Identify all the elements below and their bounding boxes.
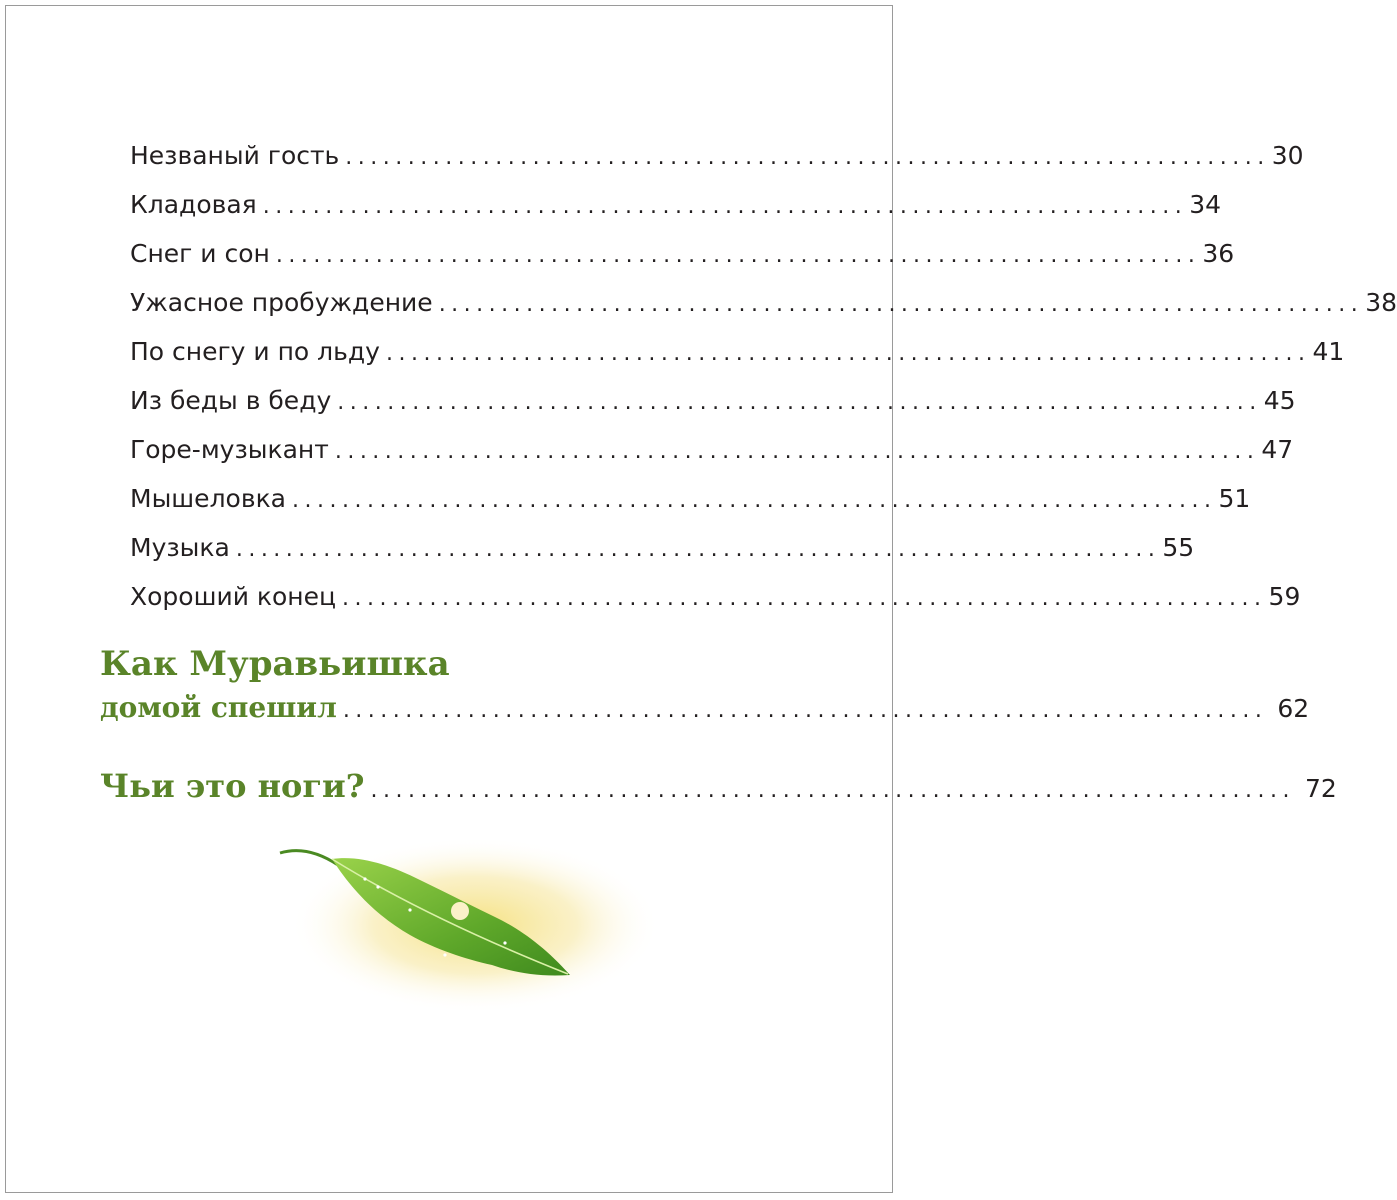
toc-entry[interactable] [130, 381, 1296, 430]
toc-entry-page: 34 [1189, 190, 1222, 219]
dot-leader: .......................................................................... [370, 778, 1295, 803]
section-title-line-1: Как Муравьишка [100, 644, 450, 684]
toc-entry[interactable] [130, 528, 1195, 577]
section-title-line-2: домой спешил [100, 691, 337, 724]
toc-entry[interactable] [130, 479, 1251, 528]
dot-leader: .......................................................................... [438, 292, 1364, 317]
leaf-bite [451, 902, 469, 920]
toc-entry-title: Хороший конец [130, 582, 337, 611]
section-title-row [100, 686, 1310, 733]
toc-entry-page: 41 [1312, 337, 1345, 366]
toc-entry-page: 45 [1263, 386, 1296, 415]
section-title-row [100, 764, 1337, 813]
toc-entry[interactable] [130, 430, 1294, 479]
toc-entry-title: По снегу и по льду [130, 337, 380, 366]
section-page: 72 [1304, 774, 1337, 803]
toc-entry-page: 36 [1202, 239, 1235, 268]
toc-entry-page: 59 [1268, 582, 1301, 611]
toc-entry-title: Незваный гость [130, 141, 340, 170]
dot-leader: .......................................................................... [262, 194, 1188, 219]
toc-entry-title: Горе-музыкант [130, 435, 329, 464]
dot-leader: .......................................................................... [342, 698, 1268, 723]
toc-entry-title: Кладовая [130, 190, 257, 219]
toc-entry-page: 30 [1271, 141, 1304, 170]
toc-entry[interactable] [130, 185, 1222, 234]
section-title: Чьи это ноги? [100, 767, 365, 805]
toc-entry-title: Ужасное пробуждение [130, 288, 433, 317]
toc-section[interactable] [100, 764, 1337, 813]
dot-leader: .......................................................................... [385, 341, 1311, 366]
leaf-icon [270, 825, 660, 1015]
dot-leader: .......................................................................... [275, 243, 1201, 268]
toc-entry-title: Из беды в беду [130, 386, 332, 415]
dot-leader: .......................................................................... [334, 439, 1260, 464]
toc-entry[interactable] [130, 577, 1301, 626]
toc-entry-page: 38 [1365, 288, 1397, 317]
toc-entry-title: Музыка [130, 533, 230, 562]
section-page: 62 [1277, 694, 1310, 723]
toc-entry-page: 51 [1218, 484, 1251, 513]
table-of-contents [130, 136, 1397, 626]
toc-entry-title: Мышеловка [130, 484, 286, 513]
toc-section[interactable] [100, 642, 1310, 733]
dot-leader: .......................................................................... [292, 488, 1217, 513]
toc-entry[interactable] [130, 234, 1235, 283]
dot-leader: .......................................................................... [337, 390, 1262, 415]
toc-entry[interactable] [130, 136, 1304, 185]
dot-leader: .......................................................................... [345, 145, 1270, 170]
toc-entry-title: Снег и сон [130, 239, 270, 268]
toc-entry[interactable] [130, 283, 1397, 332]
toc-entry-page: 47 [1261, 435, 1294, 464]
dot-leader: .......................................................................... [235, 537, 1161, 562]
toc-entry[interactable] [130, 332, 1345, 381]
toc-entry-page: 55 [1162, 533, 1195, 562]
dot-leader: .......................................................................... [342, 586, 1267, 611]
leaf-stem [280, 851, 338, 865]
